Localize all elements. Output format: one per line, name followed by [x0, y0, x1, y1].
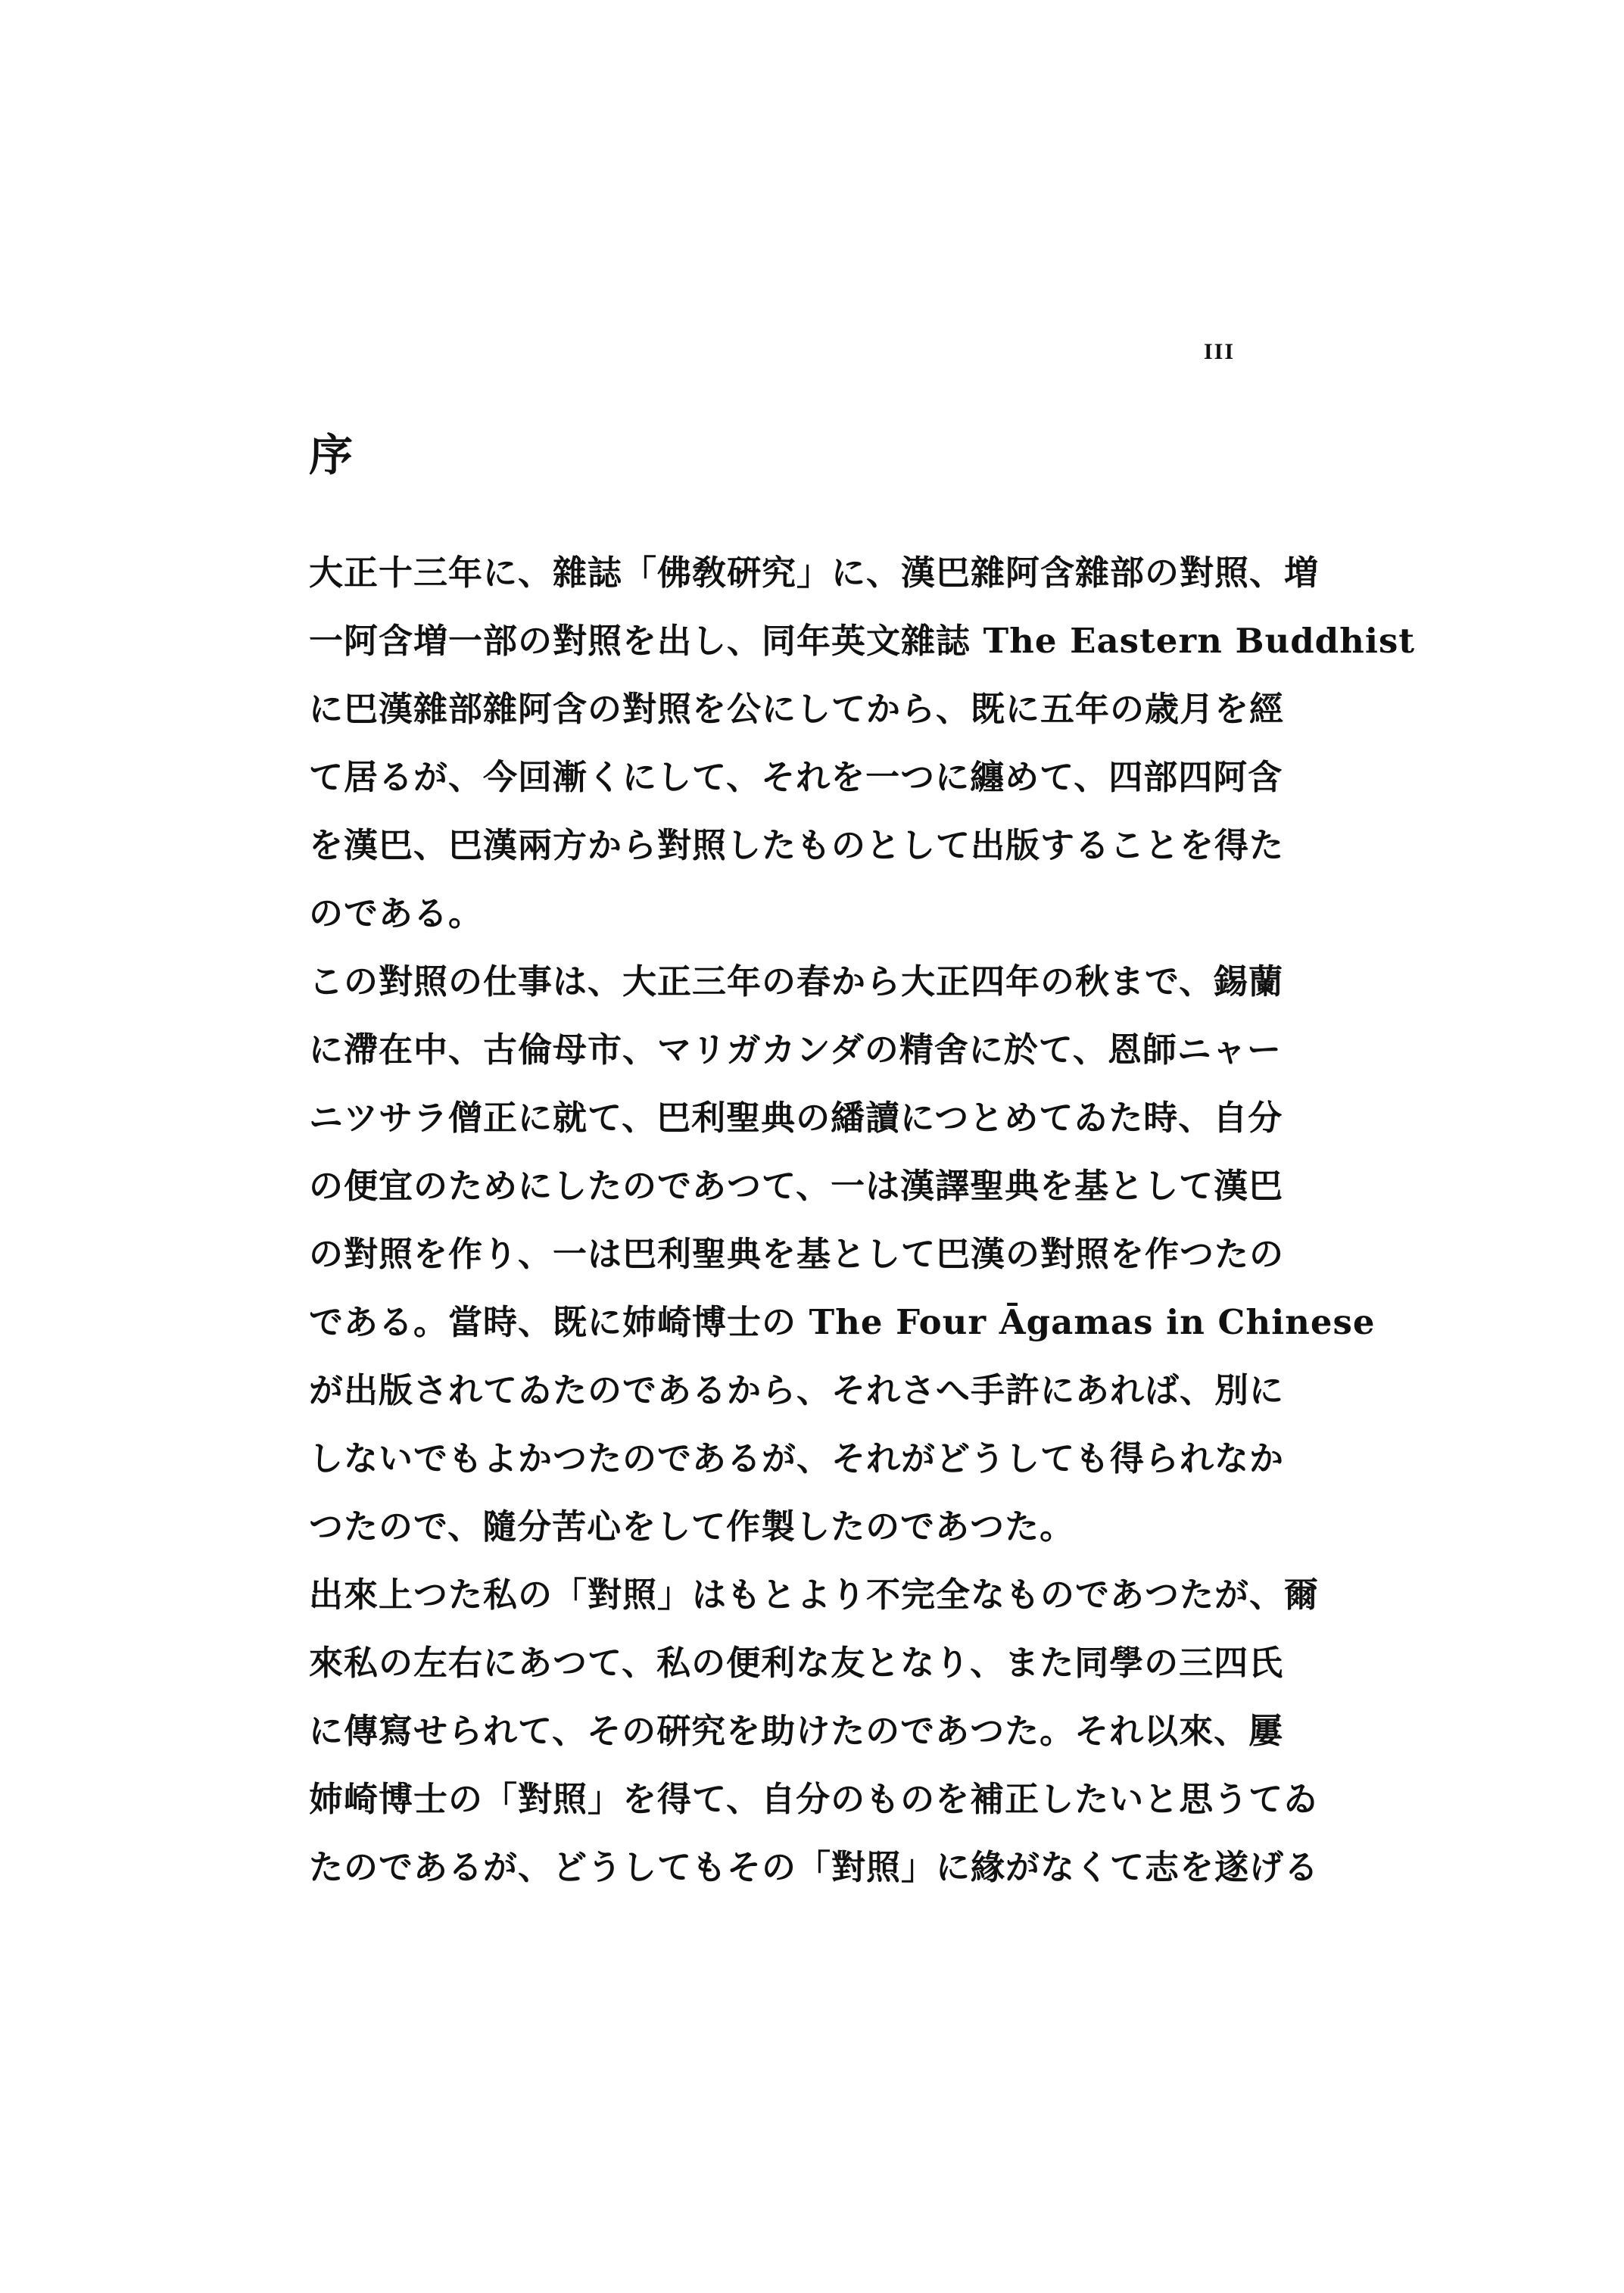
text-line: しないでもよかつたのであるが、それがどうしても得られなか: [309, 1438, 1285, 1478]
text-line: に傳寫せられて、その硏究を助けたのであつた。それ以來、屢: [309, 1711, 1284, 1751]
page-number: III: [1204, 339, 1236, 364]
text-line: て居るが、今回漸くにして、それを一つに纏めて、四部四阿含: [309, 757, 1283, 797]
text-line: の便宜のためにしたのであつて、一は漢譯聖典を基として漢巴: [309, 1166, 1284, 1206]
text-line: つたので、隨分苦心をして作製したのであつた。: [309, 1506, 1075, 1547]
text-line: の對照を作り、一は巴利聖典を基として巴漢の對照を作つたの: [309, 1234, 1285, 1274]
text-line: 出來上つた私の「對照」はもとより不完全なものであつたが、爾: [309, 1575, 1320, 1615]
text-line: 來私の左右にあつて、私の便利な友となり、また同學の三四氏: [309, 1643, 1284, 1683]
text-line: を漢巴、巴漢兩方から對照したものとして出版することを得た: [309, 825, 1285, 865]
text-line: たのであるが、どうしてもその「對照」に緣がなくて志を遂げる: [309, 1847, 1320, 1887]
text-line: この對照の仕事は、大正三年の春から大正四年の秋まで、錫蘭: [309, 961, 1284, 1002]
text-line: 姉崎博士の「對照」を得て、自分のものを補正したいと思うてゐ: [309, 1779, 1319, 1819]
text-line: に巴漢雜部雜阿含の對照を公にしてから、既に五年の歳月を經: [309, 689, 1285, 729]
preface-body: [309, 539, 1416, 1902]
text-line: に滯在中、古倫母市、マリガカンダの精舍に於て、恩師ニャー: [309, 1030, 1282, 1070]
text-line: 一阿含増一部の對照を出し、同年英文雜誌 The Eastern Buddhist: [309, 621, 1416, 661]
text-line: のである。: [309, 893, 484, 933]
text-line: である。當時、既に姉崎博士の The Four Āgamas in Chinese: [309, 1302, 1376, 1342]
text-line: 大正十三年に、雜誌「佛敎硏究」に、漢巴雜阿含雜部の對照、増: [309, 553, 1320, 593]
text-line: ニツサラ僧正に就て、巴利聖典の繙讀につとめてゐた時、自分: [309, 1098, 1283, 1138]
text-line: が出版されてゐたのであるから、それさへ手許にあれば、別に: [309, 1370, 1285, 1410]
preface-heading: 序: [309, 429, 354, 481]
